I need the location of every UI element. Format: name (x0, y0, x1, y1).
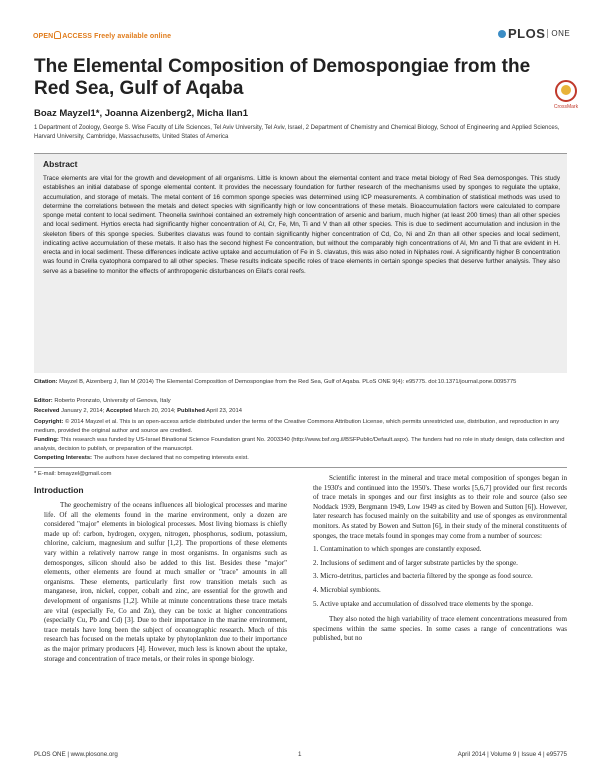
list-item: 5. Active uptake and accumulation of dissolved trace elements by the sponge. (313, 599, 534, 608)
divider (34, 467, 567, 468)
list-item: 3. Micro-detritus, particles and bacteria filtered by the sponge as food source. (313, 572, 533, 581)
affiliations: 1 Department of Zoology, George S. Wise Faculty of Life Sciences, Tel Aviv University, Tel Aviv, Israel, 2 Department of Chemistry and Chemical Biology, School of Engineering and Applied Sciences, Harvard University, Cambridge, Massachusetts, United States of America (34, 125, 560, 140)
intro-column-2 (313, 474, 567, 644)
open-access-banner: OPEN ACCESS Freely available online (33, 33, 172, 40)
intro-paragraph-3: They also noted the high variability of trace element concentrations measured from specimens within the same species. In some cases a range of concentrations was published, but no (313, 615, 567, 643)
intro-paragraph-2: Scientific interest in the mineral and trace metal composition of sponges began in the 1930's and continued into the 1950's. These works [5,6,7] provided our first records of trace metals in sponges and our first insights as to their role and source (also see Noddack 1939, Bergmann 1949, Low 1949 as cited by Bowen and Sutton [6]). However, later research has focused mainly on the suitability and use of sponges as environmental monitors. As stated by Bowen and Sutton [6], in their study of the mineral constituents of sponges, the trace metals found in sponges may come from a number of sources: (313, 474, 567, 540)
abstract-box (34, 153, 567, 373)
source-list (313, 545, 567, 609)
list-item: 2. Inclusions of sediment and of larger substrate particles by the sponge. (313, 558, 518, 567)
intro-column-1 (44, 501, 287, 664)
competing-interests: Competing Interests: The authors have declared that no competing interests exist. (34, 455, 249, 461)
list-item: 4. Microbial symbionts. (313, 585, 381, 594)
intro-paragraph-1: The geochemistry of the oceans influences all biological processes and marine life. Of all the elements found in the marine environment, only a dozen are considered "major" elements in biological processes. Most living biomass is chiefly made up of: carbon, hydrogen, oxygen, nitrogen, phosphorus, sodium, potassium, chlorine, calcium, magnesium and sulfur [1,2]. The proportions of these elements vary within a relatively narrow range in most organisms. In organisms such as demosponges, silicon should also be added to this list. Besides these "major" elements, other elements are found at much smaller or "trace" amounts in all organisms. These elements, particularly first row transition metals such as manganese, iron, nickel, copper, cobalt and zinc, are essential for the growth and development of organisms [1,2]. While at minute concentrations these trace metals are vital (especially Fe, Co and Zn), they can be toxic at higher concentrations (especially Cu, Pb and Cd) [3]. Due to their importance in the marine environment, trace metals have long been the subject of oceanographic research. Much of this research has focused on the metals uptake by phytoplankton due to their importance as the major primary producers [4]. However, much less is known about the uptake, storage and concentration of trace metals, or their roles in sponge biology. (44, 501, 287, 663)
open-lock-icon (54, 31, 61, 39)
journal-logo[interactable]: PLOS ONE (498, 26, 570, 41)
article-title: The Elemental Composition of Demospongiae from the Red Sea, Gulf of Aqaba (34, 56, 531, 99)
author-list: Boaz Mayzel1*, Joanna Aizenberg2, Micha Ilan1 (34, 108, 248, 119)
email[interactable]: * E-mail: bmayzel@gmail.com (34, 471, 112, 477)
dates: Received January 2, 2014; Accepted March 20, 2014; Published April 23, 2014 (34, 408, 242, 414)
abstract-text: Trace elements are vital for the growth and development of all organisms. Little is known about the elemental content and trace metal biology of Red Sea demosponges. This study establishes an initial database of sponge elemental content. It provides the necessary foundation for further research of the mechanisms used by sponges to regulate the uptake, accumulation, and storage of metals. The metal content of 16 common sponge species was determined using ICP measurements. A combination of statistical methods was used to determine the correlations between the metals and detect species with significantly high or low concentrations of these metals. Bioaccumulation factors were calculated to compare sponge metal content to local sediment. Theonella swinhoei contained an extremely high concentration of arsenic and barium, much higher (at least 200 times) than all other species and local sediment. Hyrtios erecta had significantly higher concentration of Al, Cr, Fe, Mn, Ti and V than all other species. This is due to sediment accumulation and inclusion in the skeleton fibers of this sponge species. Suberites clavatus was found to contain significantly higher concentration of Cd, Co, Ni and Zn than all other species and local sediment, indicating active accumulation of these metals. It also has the second highest Fe concentration, but without the comparably high concentrations of Al, Mn and Ti that are evident in H. erecta and in local sediment. These differences indicate active uptake and accumulation of Fe in S. clavatus, this was also noted in Niphates rowi. A significantly higher B concentration was found in Crella cyatophora compared to all other species. These results indicate specific roles of trace elements in certain sponge species that deserve further analysis. They also serve as a baseline to monitor the effects of anthropogenic disturbances on Eilat's coral reefs. (43, 175, 560, 275)
editor: Editor: Roberto Pronzato, University of Genova, Italy (34, 398, 171, 404)
page-number: 1 (298, 751, 302, 758)
funding: Funding: This research was funded by US-Israel Binational Science Foundation grant No. 2003340 (http://www.bsf.org.il/BSFPublic/Default.aspx). The funders had no role in study design, data collection and analysis, decision to publish, or preparation of the manuscript. (34, 437, 565, 452)
citation: Citation: Mayzel B, Aizenberg J, Ilan M (2014) The Elemental Composition of Demospongiae from the Red Sea, Gulf of Aqaba. PLoS ONE 9(4): e95775. doi:10.1371/journal.pone.0095775 (34, 379, 517, 385)
crossmark-icon (555, 80, 577, 102)
footer-issue: April 2014 | Volume 9 | Issue 4 | e95775 (457, 751, 567, 758)
section-heading-introduction: Introduction (34, 485, 84, 495)
abstract-heading: Abstract (43, 159, 78, 169)
plos-logo-icon (498, 30, 506, 38)
copyright: Copyright: © 2014 Mayzel et al. This is an open-access article distributed under the terms of the Creative Commons Attribution License, which permits unrestricted use, distribution, and reproduction in any medium, provided the original author and source are credited. (34, 419, 560, 434)
list-item: 1. Contamination to which sponges are constantly exposed. (313, 545, 482, 554)
footer-journal[interactable]: PLOS ONE | www.plosone.org (34, 751, 118, 758)
crossmark-badge[interactable]: CrossMark (549, 80, 583, 110)
